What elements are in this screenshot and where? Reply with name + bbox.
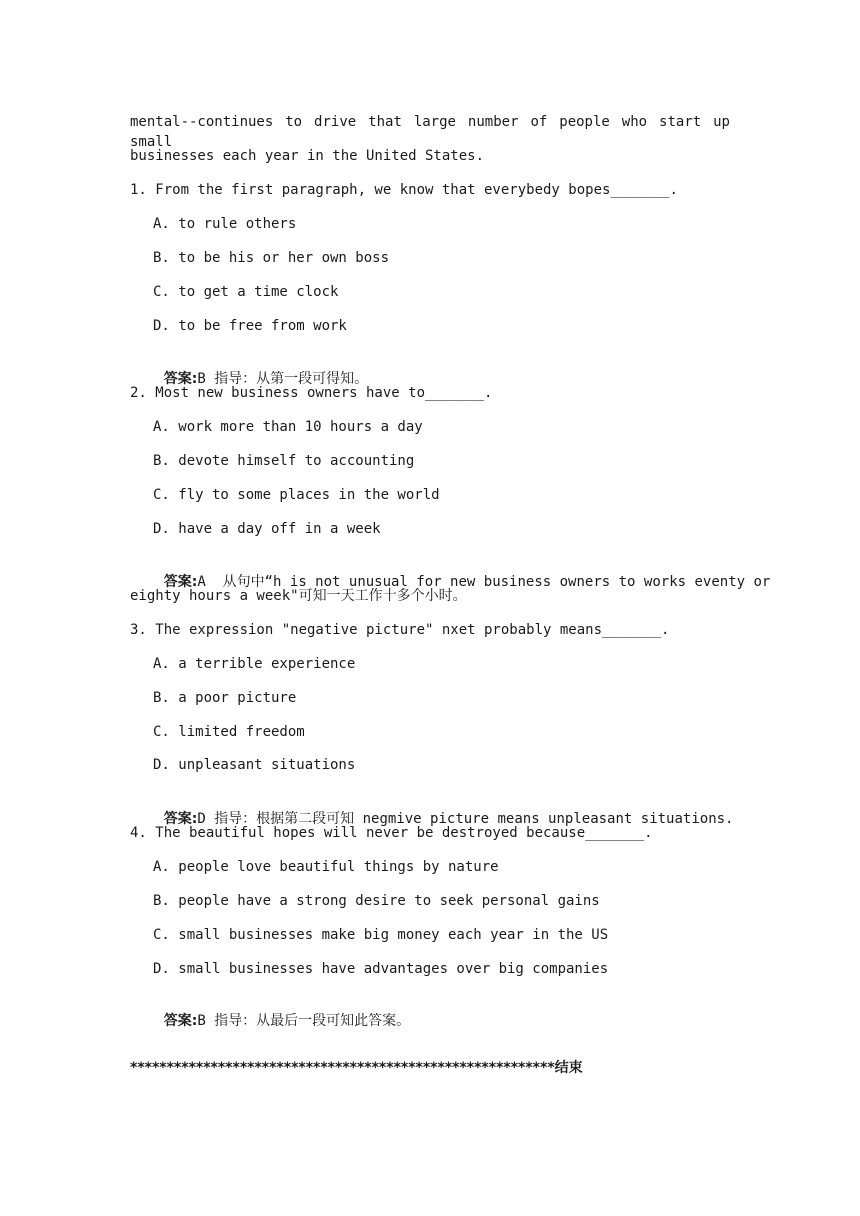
answer-label: 答案:	[163, 371, 198, 387]
question-4-option-d: D. small businesses have advantages over big companies	[153, 961, 609, 977]
question-2-option-c: C. fly to some places in the world	[153, 487, 440, 503]
answer-text: D 指导：根据第二段可知 negmive picture means unpleasant situations.	[197, 811, 734, 827]
passage-line-1: mental--continues to drive that large number of people who start up small	[130, 114, 730, 150]
question-2-option-a: A. work more than 10 hours a day	[153, 419, 423, 435]
question-3-option-a: A. a terrible experience	[153, 656, 356, 672]
question-4-option-b: B. people have a strong desire to seek personal gains	[153, 893, 600, 909]
passage-line-2: businesses each year in the United States.	[130, 148, 485, 164]
answer-text: A 从句中“h is not unusual for new business owners to works eventy or	[197, 574, 771, 590]
question-1-option-b: B. to be his or her own boss	[153, 250, 390, 266]
question-2-option-d: D. have a day off in a week	[153, 521, 381, 537]
question-3-option-b: B. a poor picture	[153, 690, 297, 706]
question-4-stem: 4. The beautiful hopes will never be destroyed because_______.	[130, 825, 653, 841]
question-3-stem: 3. The expression "negative picture" nxet probably means_______.	[130, 622, 670, 638]
question-1-option-a: A. to rule others	[153, 216, 297, 232]
question-4-answer	[130, 991, 410, 1051]
question-4-option-a: A. people love beautiful things by nature	[153, 859, 499, 875]
question-1-option-d: D. to be free from work	[153, 318, 347, 334]
question-1-stem: 1. From the first paragraph, we know that everybedy bopes_______.	[130, 182, 678, 198]
question-2-option-b: B. devote himself to accounting	[153, 453, 415, 469]
question-1-option-c: C. to get a time clock	[153, 284, 339, 300]
answer-label: 答案:	[163, 1013, 198, 1029]
question-4-option-c: C. small businesses make big money each year in the US	[153, 927, 609, 943]
end-marker: **********************************************************结束	[130, 1060, 583, 1076]
question-3-option-d: D. unpleasant situations	[153, 757, 356, 773]
answer-text: B 指导：从第一段可得知。	[197, 371, 369, 387]
answer-text: B 指导：从最后一段可知此答案。	[197, 1013, 411, 1029]
answer-label: 答案:	[163, 574, 198, 590]
question-3-option-c: C. limited freedom	[153, 724, 305, 740]
answer-label: 答案:	[163, 811, 198, 827]
question-2-answer-cont: eighty hours a week"可知一天工作十多个小时。	[130, 588, 467, 604]
question-2-stem: 2. Most new business owners have to_______.	[130, 385, 493, 401]
